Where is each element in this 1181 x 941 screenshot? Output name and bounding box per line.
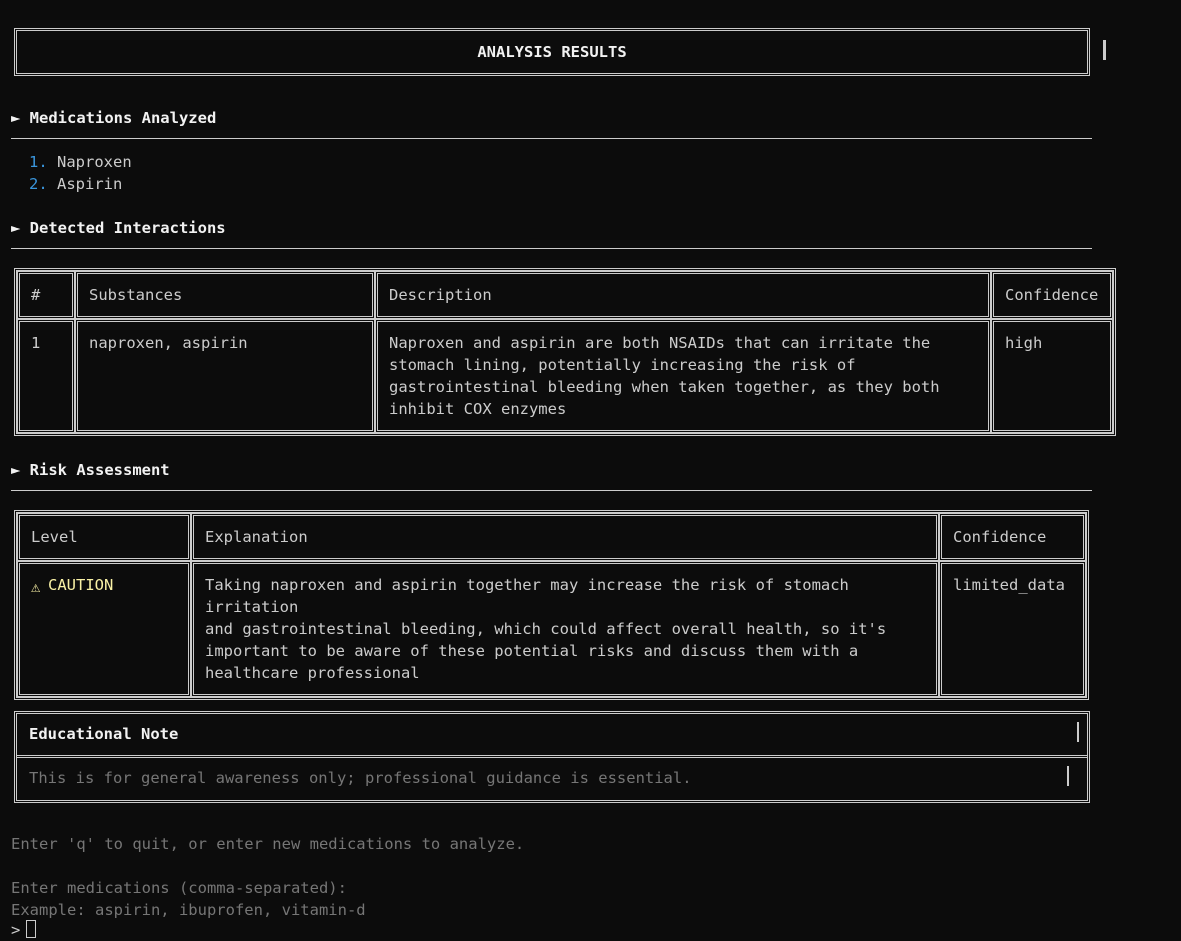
table-row <box>17 561 1086 697</box>
column-header: Confidence <box>991 271 1113 319</box>
command-input[interactable] <box>11 919 36 941</box>
list-number: 1. <box>29 153 48 171</box>
list-item <box>29 151 132 173</box>
risk-level <box>17 561 191 697</box>
column-header: Description <box>375 271 991 319</box>
interaction-substances: naproxen, aspirin <box>75 319 375 433</box>
explanation-line: and gastrointestinal bleeding, which could affect overall health, so it's <box>205 620 887 638</box>
risk-explanation <box>191 561 939 697</box>
interaction-description <box>375 319 991 433</box>
input-example: Example: aspirin, ibuprofen, vitamin-d <box>11 901 366 919</box>
page-title: ANALYSIS RESULTS <box>477 43 627 61</box>
description-line: gastrointestinal bleeding when taken together, as they both <box>389 378 940 396</box>
table-row <box>17 319 1113 433</box>
column-header: Substances <box>75 271 375 319</box>
input-label: Enter medications (comma-separated): <box>11 879 347 897</box>
medication-name: Naproxen <box>57 153 132 171</box>
note-box-edge <box>1077 722 1079 742</box>
table-header-row <box>17 271 1113 319</box>
note-divider <box>17 755 1087 758</box>
prompt-symbol: > <box>11 921 21 939</box>
text-cursor <box>26 920 36 938</box>
note-title: Educational Note <box>29 725 179 743</box>
table-header-row <box>17 513 1086 561</box>
note-text: This is for general awareness only; professional guidance is essential. <box>29 769 692 787</box>
medication-name: Aspirin <box>57 175 123 193</box>
quit-hint: Enter 'q' to quit, or enter new medications to analyze. <box>11 835 525 853</box>
explanation-line: important to be aware of these potential risks and discuss them with a <box>205 642 859 660</box>
risk-level-label: CAUTION <box>48 576 114 594</box>
column-header: # <box>17 271 75 319</box>
warning-icon: ⚠ <box>31 578 41 596</box>
list-number: 2. <box>29 175 48 193</box>
explanation-line: Taking naproxen and aspirin together may increase the risk of stomach irritation <box>205 576 849 616</box>
risk-confidence: limited_data <box>939 561 1086 697</box>
description-line: Naproxen and aspirin are both NSAIDs that can irritate the <box>389 334 931 352</box>
description-line: inhibit COX enzymes <box>389 400 567 418</box>
section-heading-medications: ► Medications Analyzed <box>11 109 217 127</box>
risk-table <box>14 510 1089 700</box>
section-divider <box>11 138 1092 139</box>
explanation-line: healthcare professional <box>205 664 420 682</box>
column-header: Confidence <box>939 513 1086 561</box>
interaction-index: 1 <box>17 319 75 433</box>
section-heading-interactions: ► Detected Interactions <box>11 219 226 237</box>
title-box-edge <box>1103 40 1106 60</box>
note-box-edge <box>1067 766 1069 786</box>
column-header: Explanation <box>191 513 939 561</box>
column-header: Level <box>17 513 191 561</box>
list-item <box>29 173 122 195</box>
interactions-table <box>14 268 1116 436</box>
section-heading-risk: ► Risk Assessment <box>11 461 170 479</box>
interaction-confidence: high <box>991 319 1113 433</box>
description-line: stomach lining, potentially increasing the risk of <box>389 356 856 374</box>
section-divider <box>11 490 1092 491</box>
section-divider <box>11 248 1092 249</box>
